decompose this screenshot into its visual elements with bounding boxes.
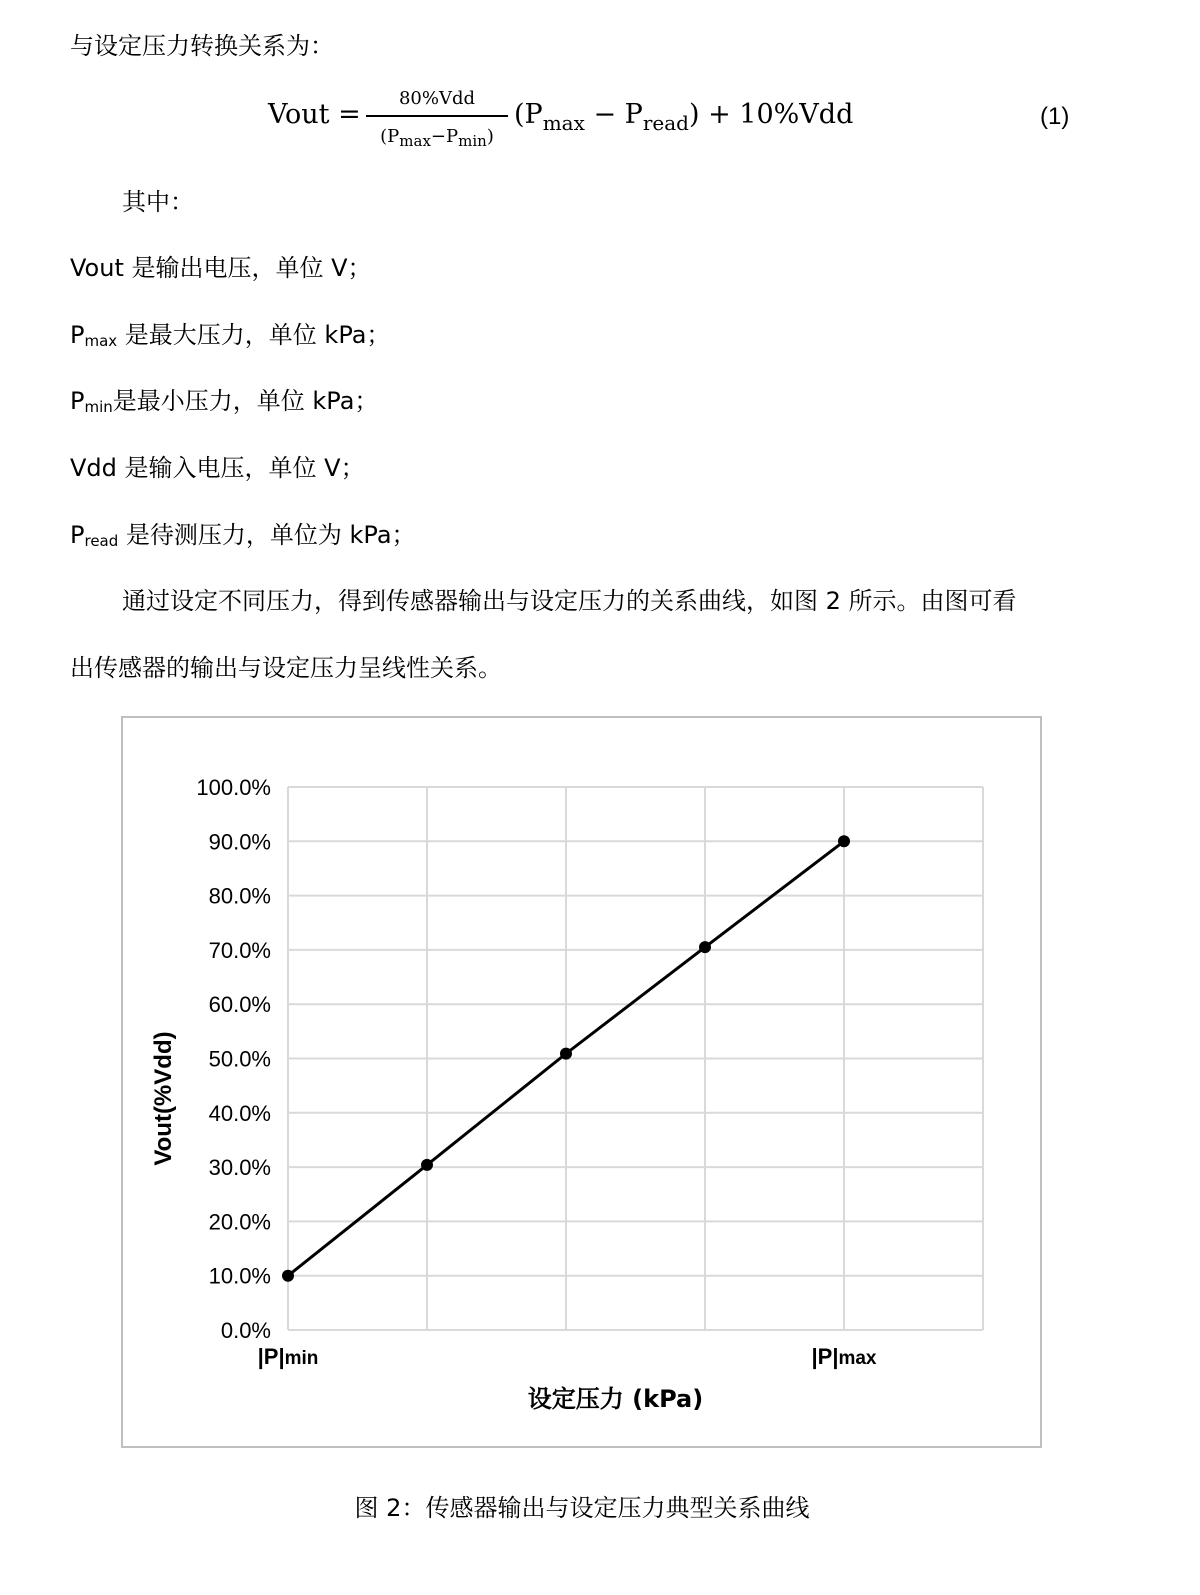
data-point	[421, 1159, 433, 1171]
data-point	[838, 835, 850, 847]
y-axis-title: Vout(%Vdd)	[150, 1031, 177, 1166]
data-point	[560, 1048, 572, 1060]
paragraph-line-2: 出传感器的输出与设定压力呈线性关系。	[70, 654, 502, 682]
equation-number: (1)	[1040, 103, 1070, 130]
data-point	[699, 941, 711, 953]
definition-vdd: Vdd 是输入电压，单位 V；	[70, 454, 365, 482]
equation-numerator: 80%Vdd	[398, 88, 476, 109]
equation-denominator: $(P_{max}-P_{min})$	[380, 126, 494, 150]
y-tick-label: 80.0%	[208, 883, 271, 909]
definition-pread: $P_{read}$ 是待测压力，单位为 kPa；	[70, 521, 416, 550]
y-tick-label: 20.0%	[208, 1209, 271, 1235]
y-tick-label: 90.0%	[208, 829, 271, 855]
definition-vout: Vout 是输出电压，单位 V；	[70, 254, 372, 282]
definition-pmax: $P_{max}$ 是最大压力，单位 kPa；	[70, 321, 391, 350]
data-point	[282, 1270, 294, 1282]
fraction-bar	[366, 115, 508, 117]
where-label: 其中：	[122, 188, 194, 216]
x-tick-label: |P|max	[811, 1344, 877, 1369]
figure-caption: 图 2：传感器输出与设定压力典型关系曲线	[354, 1494, 810, 1522]
x-tick-label: |P|min	[257, 1344, 319, 1369]
y-tick-label: 70.0%	[208, 937, 271, 963]
definition-pmin: $P_{min}$是最小压力，单位 kPa；	[70, 387, 379, 416]
intro-text: 与设定压力转换关系为：	[70, 32, 334, 60]
y-tick-label: 60.0%	[208, 992, 271, 1018]
equation-lhs: Vout =	[268, 99, 361, 130]
y-tick-label: 30.0%	[208, 1155, 271, 1181]
chart-frame	[121, 716, 1042, 1448]
line-chart	[123, 718, 1040, 1446]
y-tick-label: 50.0%	[208, 1046, 271, 1072]
x-axis-title: 设定压力 (kPa)	[527, 1385, 704, 1413]
y-tick-label: 0.0%	[220, 1318, 271, 1343]
paragraph-line-1: 通过设定不同压力，得到传感器输出与设定压力的关系曲线，如图 2 所示。由图可看	[122, 587, 1017, 615]
y-tick-label: 40.0%	[208, 1100, 271, 1126]
equation	[268, 86, 868, 156]
equation-rhs: $(P_{max} - P_{read}) + 10\%Vdd$	[514, 99, 854, 135]
y-tick-label: 100.0%	[196, 775, 271, 800]
y-tick-label: 10.0%	[208, 1263, 271, 1289]
